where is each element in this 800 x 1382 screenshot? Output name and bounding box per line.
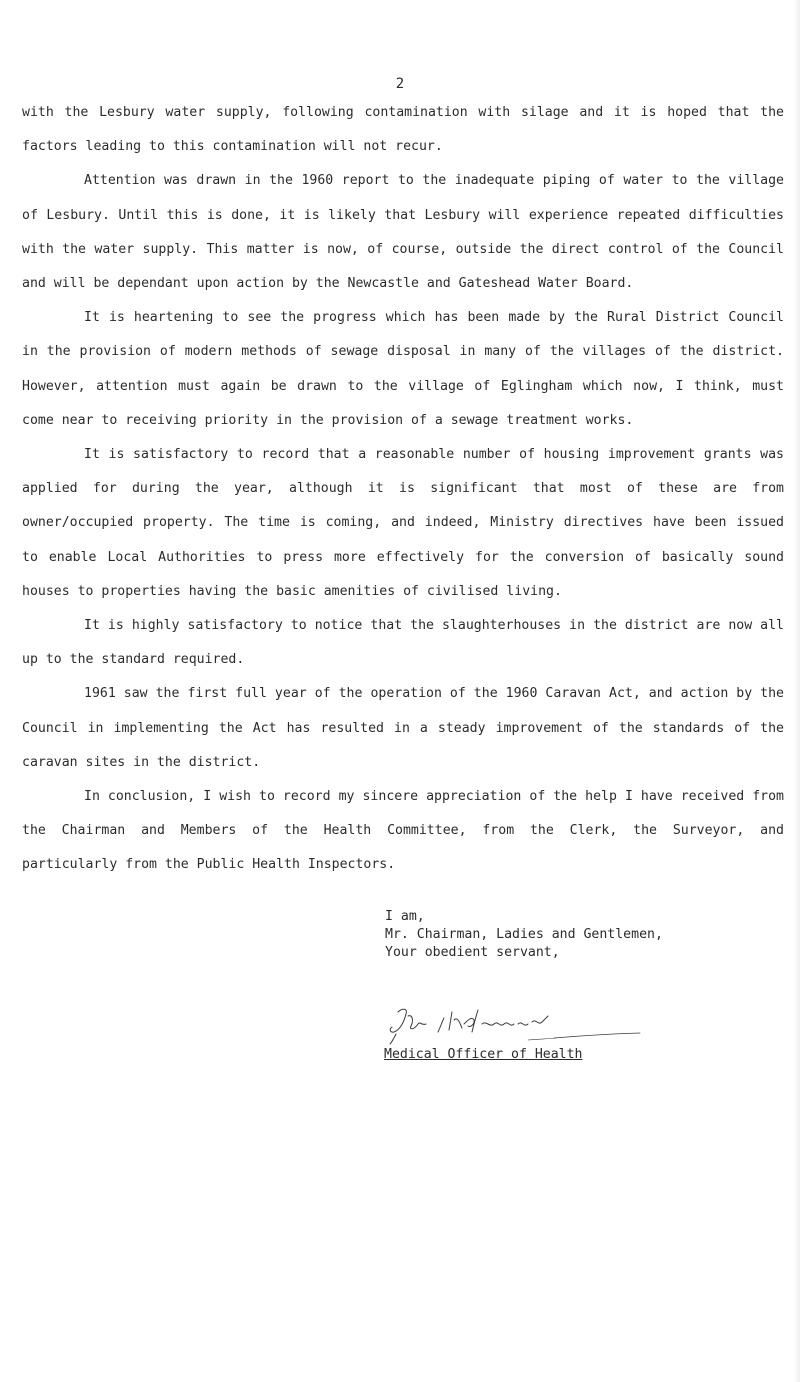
paragraph-water-supply-continued: with the Lesbury water supply, following contamination with silage and it is hoped that the factors leading to this contamination will not recur.	[22, 105, 784, 155]
closing-line-addressees: Mr. Chairman, Ladies and Gentlemen,	[385, 927, 663, 942]
page-number: 2	[395, 76, 405, 92]
report-body	[22, 96, 784, 883]
page-edge-shadow	[794, 0, 800, 1382]
paragraph-conclusion: In conclusion, I wish to record my sincere appreciation of the help I have received from the Chairman and Members of the Health Committee, from the Clerk, the Surveyor, and particularly from the Public Health Inspectors.	[22, 789, 784, 873]
signatory-title: Medical Officer of Health	[384, 1047, 583, 1062]
closing-line-servant: Your obedient servant,	[385, 945, 560, 960]
closing-line-i-am: I am,	[385, 909, 425, 924]
paragraph-slaughterhouses: It is highly satisfactory to notice that the slaughterhouses in the district are now all up to the standard required.	[22, 618, 784, 668]
paragraph-lesbury-piping: Attention was drawn in the 1960 report to the inadequate piping of water to the village of Lesbury. Until this is done, it is likely that Lesbury will experience repeated difficulties with the water supply. This matter is now, of course, outside the direct control of the Council and will be dependant upon action by the Newcastle and Gateshead Water Board.	[22, 173, 784, 292]
handwritten-signature	[378, 1002, 658, 1046]
paragraph-caravan-act: 1961 saw the first full year of the operation of the 1960 Caravan Act, and action by the Council in implementing the Act has resulted in a steady improvement of the standards of the caravan sites in the district.	[22, 686, 784, 770]
paragraph-housing-grants: It is satisfactory to record that a reasonable number of housing improvement grants was applied for during the year, although it is significant that most of these are from owner/occupied property. The time is coming, and indeed, Ministry directives have been issued to enable Local Authorities to press more effectively for the conversion of basically sound houses to properties having the basic amenities of civilised living.	[22, 447, 784, 599]
closing-salutation	[385, 908, 663, 962]
paragraph-sewage-disposal: It is heartening to see the progress which has been made by the Rural District Council in the provision of modern methods of sewage disposal in many of the villages of the district. However, attention must again be drawn to the village of Eglingham which now, I think, must come near to receiving priority in the provision of a sewage treatment works.	[22, 310, 784, 428]
